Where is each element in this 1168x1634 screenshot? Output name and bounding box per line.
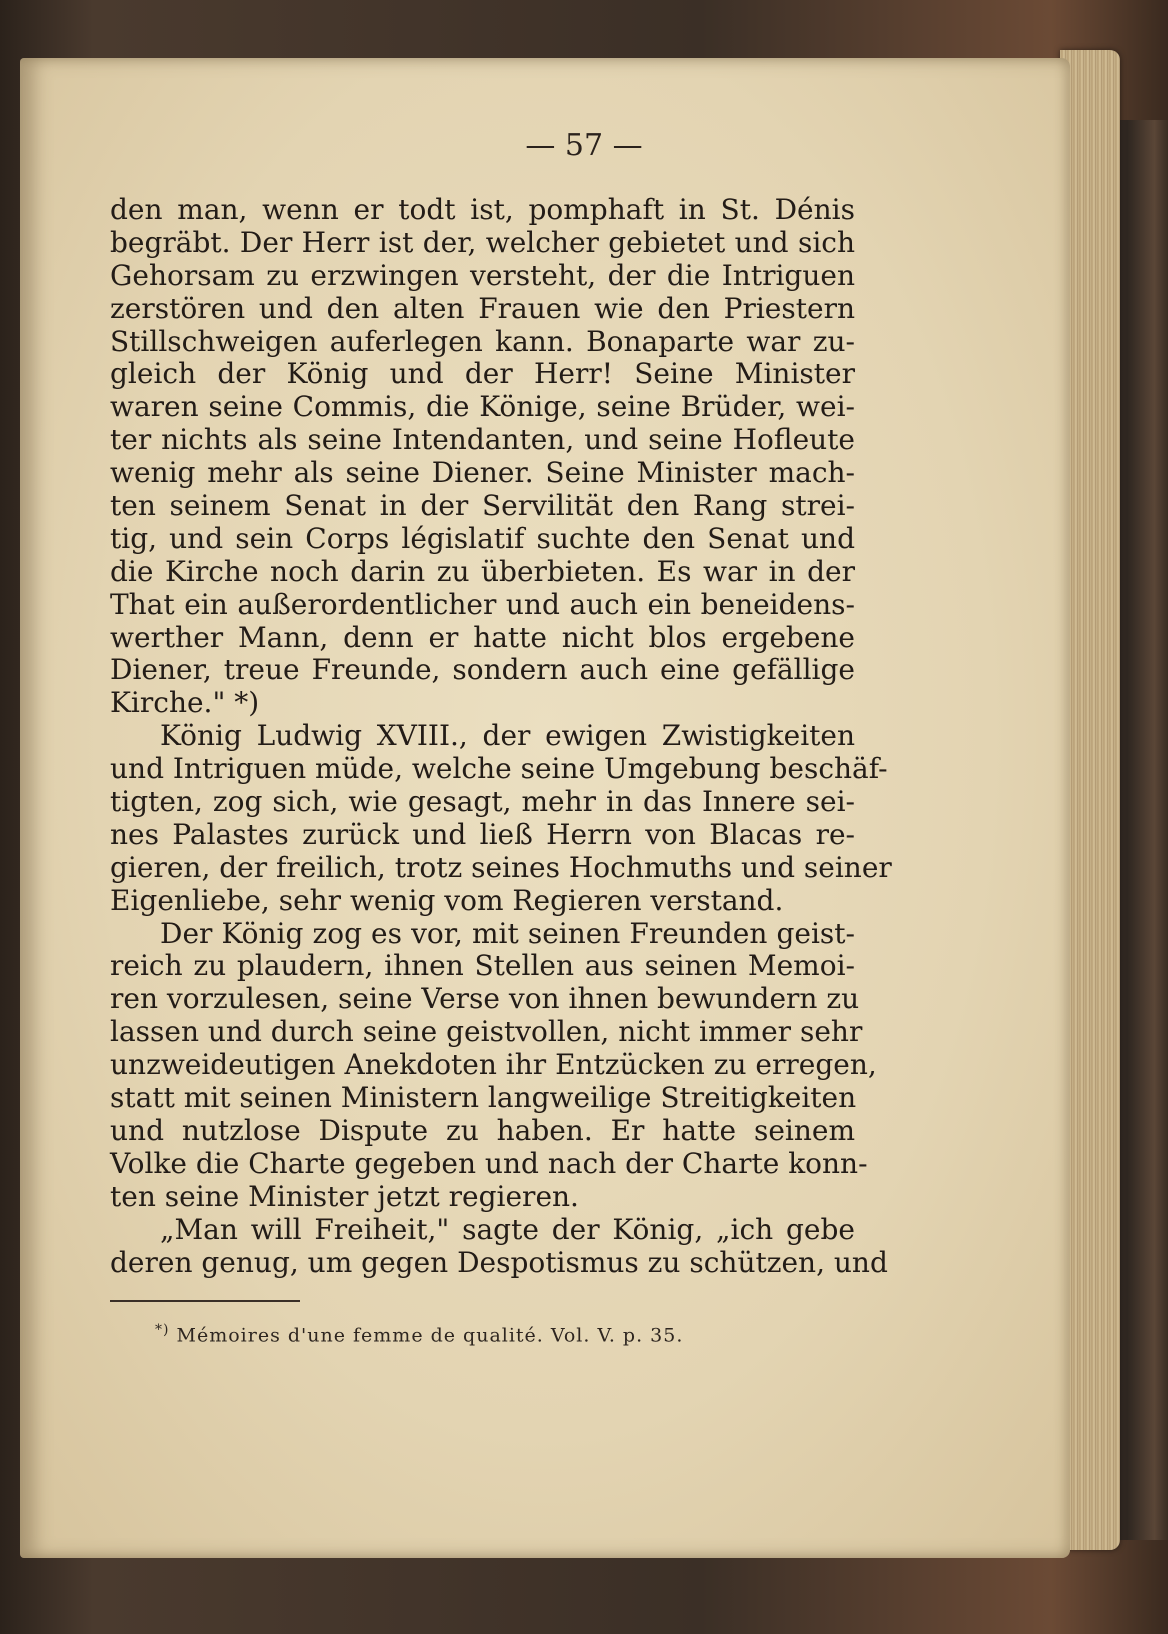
text-line: Stillschweigen auferlegen kann. Bonaparte war zu- bbox=[110, 324, 855, 358]
text-line: gleich der König und der Herr! Seine Minister bbox=[110, 357, 855, 391]
text-line: Eigenliebe, sehr wenig vom Regieren verstand. bbox=[110, 883, 784, 917]
body-text bbox=[110, 193, 892, 1279]
footnote bbox=[155, 1322, 683, 1346]
text-line: begräbt. Der Herr ist der, welcher gebietet und sich bbox=[110, 225, 855, 259]
text-line: statt mit seinen Ministern langweilige Streitigkeiten bbox=[110, 1081, 857, 1115]
text-line: ren vorzulesen, seine Verse von ihnen bewundern zu bbox=[110, 982, 860, 1016]
text-line: die Kirche noch darin zu überbieten. Es war in der bbox=[110, 554, 855, 588]
text-line: tigten, zog sich, wie gesagt, mehr in das Innere sei- bbox=[110, 785, 855, 819]
text-line: Der König zog es vor, mit seinen Freunden geist- bbox=[160, 916, 855, 950]
text-line: gieren, der freilich, trotz seines Hochmuths und seiner bbox=[110, 850, 892, 884]
text-line: ten seine Minister jetzt regieren. bbox=[110, 1179, 579, 1213]
text-line: tig, und sein Corps législatif suchte den Senat und bbox=[110, 521, 855, 555]
text-line: deren genug, um gegen Despotismus zu schützen, und bbox=[110, 1245, 888, 1279]
text-line: ter nichts als seine Intendanten, und seine Hofleute bbox=[110, 423, 855, 457]
text-line: Volke die Charte gegeben und nach der Charte konn- bbox=[110, 1146, 868, 1180]
text-line: waren seine Commis, die Könige, seine Brüder, wei- bbox=[110, 390, 855, 424]
text-line: unzweideutigen Anekdoten ihr Entzücken zu erregen, bbox=[110, 1048, 877, 1082]
text-line: wenig mehr als seine Diener. Seine Minister mach- bbox=[110, 456, 855, 490]
footnote-text: Mémoires d'une femme de qualité. Vol. V. p. 35. bbox=[176, 1324, 684, 1347]
text-line: und nutzlose Dispute zu haben. Er hatte seinem bbox=[110, 1113, 855, 1147]
text-line: reich zu plaudern, ihnen Stellen aus seinen Memoi- bbox=[110, 949, 855, 983]
text-line: König Ludwig XVIII., der ewigen Zwistigkeiten bbox=[160, 719, 855, 753]
text-line: nes Palastes zurück und ließ Herrn von Blacas re- bbox=[110, 817, 855, 851]
page-number: — 57 — bbox=[525, 128, 643, 163]
text-line: zerstören und den alten Frauen wie den Priestern bbox=[110, 291, 855, 325]
text-line: „Man will Freiheit," sagte der König, „ich gebe bbox=[160, 1212, 855, 1246]
footnote-mark: *) bbox=[155, 1322, 170, 1338]
text-line: Diener, treue Freunde, sondern auch eine gefällige bbox=[110, 653, 855, 687]
text-line: ten seinem Senat in der Servilität den Rang strei- bbox=[110, 489, 855, 523]
text-line: That ein außerordentlicher und auch ein beneidens- bbox=[110, 587, 855, 621]
text-line: werther Mann, denn er hatte nicht blos ergebene bbox=[110, 620, 855, 654]
text-line: Gehorsam zu erzwingen versteht, der die Intriguen bbox=[110, 258, 855, 292]
text-line: Kirche." *) bbox=[110, 686, 260, 720]
text-line: lassen und durch seine geistvollen, nicht immer sehr bbox=[110, 1015, 863, 1049]
text-line: den man, wenn er todt ist, pomphaft in St. Dénis bbox=[110, 193, 855, 226]
footnote-rule bbox=[110, 1300, 300, 1302]
text-line: und Intriguen müde, welche seine Umgebung beschäf- bbox=[110, 752, 888, 786]
